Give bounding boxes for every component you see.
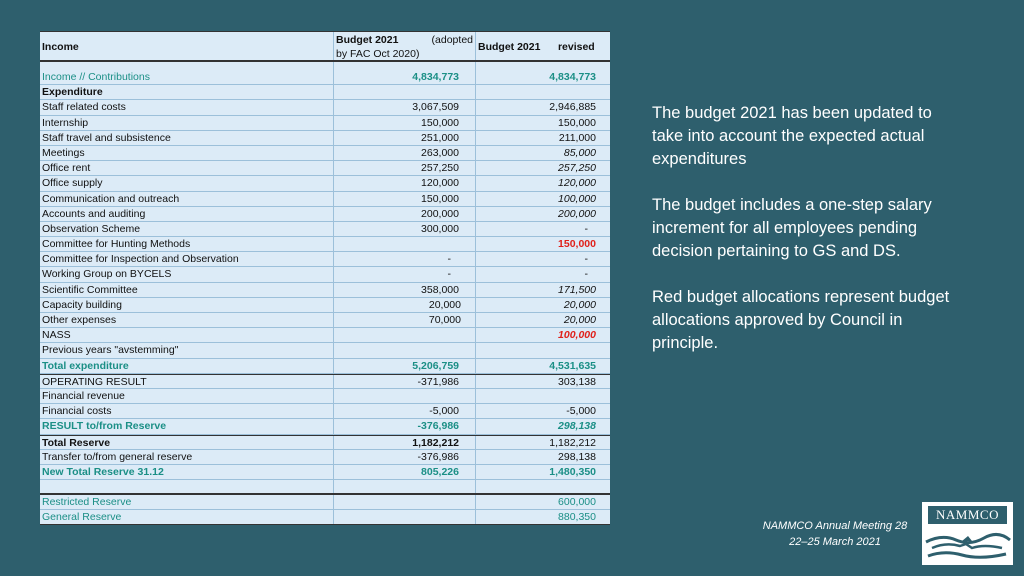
row-label: Scientific Committee <box>40 283 334 297</box>
row-value-adopted: 358,000 <box>334 283 476 297</box>
header-budget-adopted <box>334 32 476 60</box>
notes-text <box>652 102 952 378</box>
row-value-revised <box>476 85 610 99</box>
header-budget-adopted-paren: (adopted <box>431 34 473 46</box>
row-label: Communication and outreach <box>40 192 334 206</box>
table-row <box>40 313 610 328</box>
budget-table <box>40 31 610 525</box>
row-label: Internship <box>40 116 334 130</box>
row-value-revised: -5,000 <box>566 405 596 418</box>
row-value-revised: - <box>584 253 588 266</box>
table-header <box>40 31 610 62</box>
row-value-adopted: 1,182,212 <box>334 436 476 449</box>
row-value-revised: 298,138 <box>558 420 596 433</box>
row-value-adopted: -5,000 <box>334 404 476 418</box>
row-value-revised: 100,000 <box>558 329 596 342</box>
table-row <box>40 283 610 298</box>
table-row <box>40 298 610 313</box>
row-value-adopted <box>334 343 476 357</box>
row-value-revised: 1,182,212 <box>549 436 596 449</box>
row-value-revised: 1,480,350 <box>549 465 596 478</box>
row-label: Staff travel and subsistence <box>40 131 334 145</box>
row-value-revised: 600,000 <box>558 496 596 509</box>
row-label: Office supply <box>40 176 334 190</box>
row-value-adopted: 150,000 <box>334 116 476 130</box>
row-label: Office rent <box>40 161 334 175</box>
row-label: Expenditure <box>40 85 334 99</box>
row-value-adopted <box>334 237 476 251</box>
row-label: RESULT to/from Reserve <box>40 419 334 433</box>
table-row <box>40 419 610 434</box>
table-row <box>40 465 610 480</box>
row-value-adopted <box>334 389 476 403</box>
table-row <box>40 389 610 404</box>
row-value-revised: 150,000 <box>558 238 596 251</box>
table-row <box>40 146 610 161</box>
table-row <box>40 192 610 207</box>
table-row <box>40 176 610 191</box>
row-value-revised: 4,531,635 <box>549 359 596 372</box>
header-budget-adopted-line2: by FAC Oct 2020) <box>336 48 420 60</box>
row-value-adopted: 4,834,773 <box>334 70 476 84</box>
row-label: Income // Contributions <box>40 70 334 84</box>
spacer-row <box>40 62 610 70</box>
row-label: Total expenditure <box>40 359 334 373</box>
footer-line-1: NAMMCO Annual Meeting 28 <box>762 520 908 532</box>
row-value-revised: 85,000 <box>563 146 596 159</box>
row-value-revised: 100,000 <box>558 192 596 205</box>
row-value-adopted: -376,986 <box>334 419 476 433</box>
row-value-revised: 120,000 <box>558 177 596 190</box>
row-label: OPERATING RESULT <box>40 375 334 388</box>
row-value-revised: 171,500 <box>558 283 596 296</box>
table-row <box>40 70 610 85</box>
table-row <box>40 267 610 282</box>
row-value-revised: 257,250 <box>558 162 596 175</box>
table-row <box>40 161 610 176</box>
row-value-adopted <box>334 85 476 99</box>
note-paragraph-1: The budget 2021 has been updated to take into account the expected actual expenditures <box>652 104 932 168</box>
table-row <box>40 85 610 100</box>
row-value-adopted: 300,000 <box>334 222 476 236</box>
row-value-adopted: - <box>334 252 476 266</box>
row-value-revised: 2,946,885 <box>549 101 596 114</box>
row-value-revised: 150,000 <box>558 116 596 129</box>
row-label: Capacity building <box>40 298 334 312</box>
row-label: Committee for Inspection and Observation <box>40 252 334 266</box>
header-budget-adopted-bold: Budget 2021 <box>336 34 399 46</box>
row-value-revised: 298,138 <box>558 450 596 463</box>
row-value-adopted: - <box>334 267 476 281</box>
table-row <box>40 343 610 358</box>
row-value-revised: 4,834,773 <box>549 71 596 83</box>
row-value-adopted: -376,986 <box>334 450 476 464</box>
row-value-adopted <box>334 495 476 509</box>
table-row <box>40 116 610 131</box>
table-row <box>40 100 610 115</box>
table-row <box>40 252 610 267</box>
row-label: Financial costs <box>40 404 334 418</box>
row-label <box>40 480 334 493</box>
row-value-adopted: 263,000 <box>334 146 476 160</box>
note-paragraph-3: Red budget allocations represent budget allocations approved by Council in principle. <box>652 288 950 352</box>
table-row <box>40 131 610 146</box>
row-label: Other expenses <box>40 313 334 327</box>
row-value-revised <box>476 389 610 403</box>
table-row <box>40 207 610 222</box>
row-value-adopted: 150,000 <box>334 192 476 206</box>
row-label: NASS <box>40 328 334 342</box>
row-label: Previous years "avstemming" <box>40 343 334 357</box>
footer-line-2: 22–25 March 2021 <box>789 536 881 548</box>
row-value-adopted: 3,067,509 <box>334 100 476 114</box>
row-label: New Total Reserve 31.12 <box>40 465 334 479</box>
row-value-adopted <box>334 328 476 342</box>
row-label: Financial revenue <box>40 389 334 403</box>
table-row <box>40 404 610 419</box>
nammco-logo <box>922 502 1013 565</box>
footer-meeting-info <box>740 518 930 550</box>
row-value-revised: 200,000 <box>558 207 596 220</box>
row-value-revised <box>476 480 610 493</box>
row-value-adopted <box>334 510 476 524</box>
row-value-revised <box>476 343 610 357</box>
table-row <box>40 359 610 374</box>
row-label: Transfer to/from general reserve <box>40 450 334 464</box>
row-value-revised: 880,350 <box>558 511 596 524</box>
row-label: Total Reserve <box>40 436 334 449</box>
header-income: Income <box>40 32 334 60</box>
row-value-adopted <box>334 480 476 493</box>
table-row <box>40 480 610 495</box>
row-value-revised: 20,000 <box>563 314 596 326</box>
table-row <box>40 237 610 252</box>
table-row <box>40 450 610 465</box>
row-label: Staff related costs <box>40 100 334 114</box>
row-value-revised: 20,000 <box>563 298 596 311</box>
row-value-adopted: 120,000 <box>334 176 476 190</box>
table-row <box>40 374 610 389</box>
row-value-revised: - <box>584 268 588 281</box>
row-value-adopted: 70,000 <box>334 313 476 327</box>
row-value-adopted: 20,000 <box>334 298 476 312</box>
table-row <box>40 328 610 343</box>
row-label: General Reserve <box>40 510 334 524</box>
table-row <box>40 222 610 237</box>
row-value-adopted: 251,000 <box>334 131 476 145</box>
row-label: Observation Scheme <box>40 222 334 236</box>
row-value-adopted: -371,986 <box>334 375 476 388</box>
table-row <box>40 510 610 525</box>
row-value-revised: 303,138 <box>558 375 596 388</box>
row-value-revised: 211,000 <box>558 131 596 144</box>
row-label: Committee for Hunting Methods <box>40 237 334 251</box>
row-value-adopted: 805,226 <box>334 465 476 479</box>
waves-icon <box>922 528 1013 565</box>
table-row <box>40 435 610 450</box>
header-budget-revised: Budget 2021 revised <box>478 41 595 53</box>
row-value-adopted: 200,000 <box>334 207 476 221</box>
row-label: Working Group on BYCELS <box>40 267 334 281</box>
table-row <box>40 495 610 510</box>
row-value-adopted: 5,206,759 <box>334 359 476 373</box>
logo-text: NAMMCO <box>928 506 1007 524</box>
row-label: Restricted Reserve <box>40 495 334 509</box>
row-label: Accounts and auditing <box>40 207 334 221</box>
row-label: Meetings <box>40 146 334 160</box>
note-paragraph-2: The budget includes a one-step salary increment for all employees pending decision pertaining to GS and DS. <box>652 196 932 260</box>
row-value-revised: - <box>584 222 588 235</box>
row-value-adopted: 257,250 <box>334 161 476 175</box>
